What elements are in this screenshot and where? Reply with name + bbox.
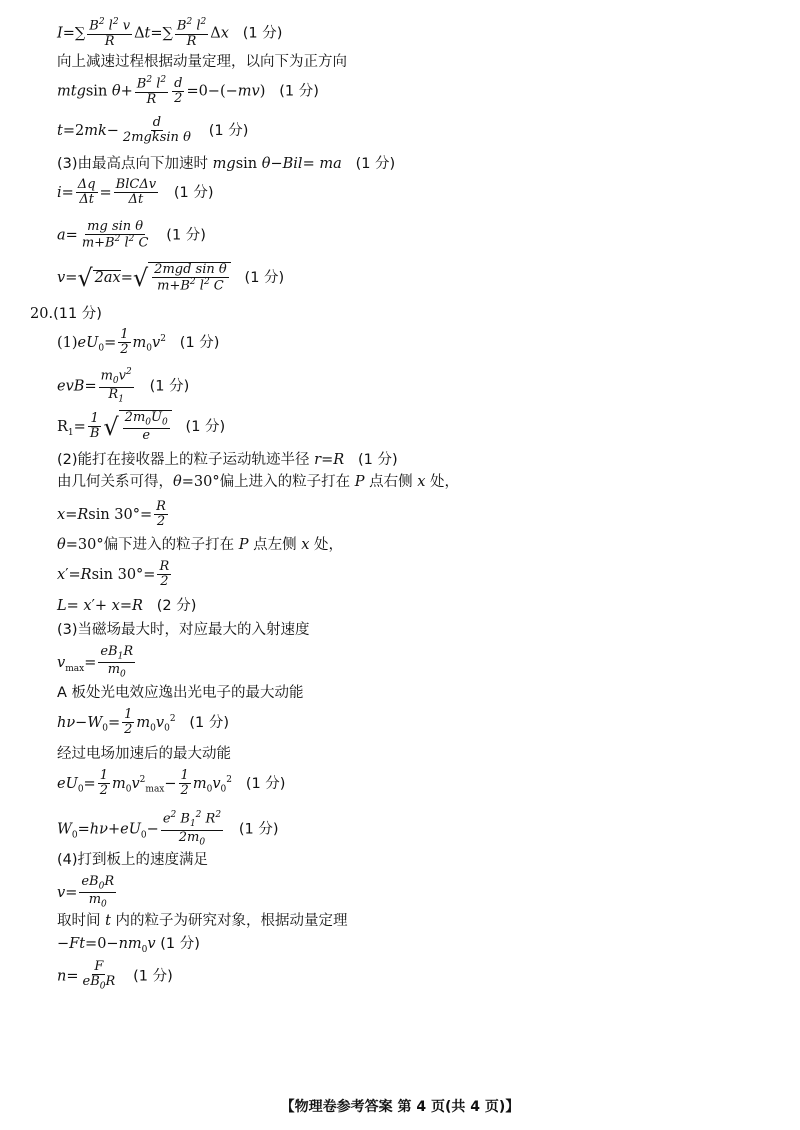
eq-line-25: $W_0=h\nu+eU_0-$ $\frac{e^2 B_1^2 R^2}{2m_0}$ (1 分) bbox=[57, 810, 279, 848]
eq-line-5: (3)由最高点向下加速时 mgsin θ−Bil= ma (1 分) bbox=[57, 156, 396, 172]
eq-line-17: x′=Rsin 30°= $\frac{R}{2}$ bbox=[57, 559, 170, 590]
eq-line-6: i= $\frac{\Delta q}{\Delta t}$ = BlCΔv Δt (1 分) bbox=[57, 177, 214, 208]
eq-line-24: $eU_0=$ $\frac{1}{2}$ $m_0v^2_{max}-$ $\frac{1}{2}$ $m_0v_0^2$ (1 分) bbox=[57, 768, 286, 799]
eq-line-13: (2)能打在接收器上的粒子运动轨迹半径 r=R (1 分) bbox=[57, 452, 398, 468]
eq-line-15: x=Rsin 30°= $\frac{R}{2}$ bbox=[57, 499, 166, 530]
eq-line-12: $R_1=$ $\frac{1}{B}$ √ $2m_0U_0$ e (1 分) bbox=[57, 410, 226, 444]
eq-line-27: v= $\frac{eB_0R}{m_0}$ bbox=[57, 874, 115, 911]
eq-line-18: L= x′+ x=R (2 分) bbox=[57, 598, 197, 614]
eq-line-7: a= $\frac{\text{mg sin θ}}{m+B^2 l^2 C}$ (1 分) bbox=[57, 219, 206, 251]
text-line-2: 向上减速过程根据动量定理，以向下为正方向 bbox=[57, 54, 347, 70]
eq-line-16: θ=30°偏下进入的粒子打在 P 点左侧 x 处， bbox=[57, 537, 343, 553]
eq-line-30: n= $\frac{F}{eB_0R}$ (1 分) bbox=[57, 959, 173, 992]
eq-line-8: v= √ 2ax = √ 2mgd sin θ $m+B^2$ $l^2$ C (1 分) bbox=[57, 262, 285, 294]
question-number: 20.(11 分) bbox=[30, 306, 102, 322]
eq-line-20: $v_{max}=$ $\frac{eB_1R}{m_0}$ bbox=[57, 644, 134, 681]
text-line-26: (4)打到板上的速度满足 bbox=[57, 852, 209, 868]
eq-line-1: I=∑ $\frac{B^2 l^2 v}{R}$ Δt=∑ $\frac{B^2 l^2}{R}$ Δx (1 分) bbox=[57, 17, 283, 49]
text-line-19: (3)当磁场最大时，对应最大的入射速度 bbox=[57, 622, 310, 638]
text-line-23: 经过电场加速后的最大动能 bbox=[57, 746, 231, 762]
page-footer: 【物理卷参考答案 第 4 页(共 4 页)】 bbox=[280, 1099, 520, 1115]
eq-line-14: 由几何关系可得，θ=30°偏上进入的粒子打在 P 点右侧 x 处， bbox=[57, 474, 459, 490]
eq-line-10: $(1)eU_0=$ $\frac{1}{2}$ $m_0v^2$ (1 分) bbox=[57, 327, 220, 358]
eq-line-28: 取时间 t 内的粒子为研究对象，根据动量定理 bbox=[57, 913, 348, 929]
text-line-21: A 板处光电效应逸出光电子的最大动能 bbox=[57, 685, 304, 701]
eq-line-4: t=2mk− d 2mgksin θ (1 分) bbox=[57, 115, 249, 146]
eq-line-22: $h\nu-W_0=$ $\frac{1}{2}$ $m_0v_0^2$ (1 分) bbox=[57, 707, 230, 738]
eq-line-3: mtgsin θ+ $\frac{B^2 l^2}{R}$ $\frac{d}{2}$ =0−(−mv) (1 分) bbox=[57, 75, 319, 107]
eq-line-11: evB= $\frac{m_0v^2}{R_1}$ (1 分) bbox=[57, 367, 190, 405]
eq-line-29: $-Ft=0-nm_0v$ (1 分) bbox=[57, 936, 200, 955]
